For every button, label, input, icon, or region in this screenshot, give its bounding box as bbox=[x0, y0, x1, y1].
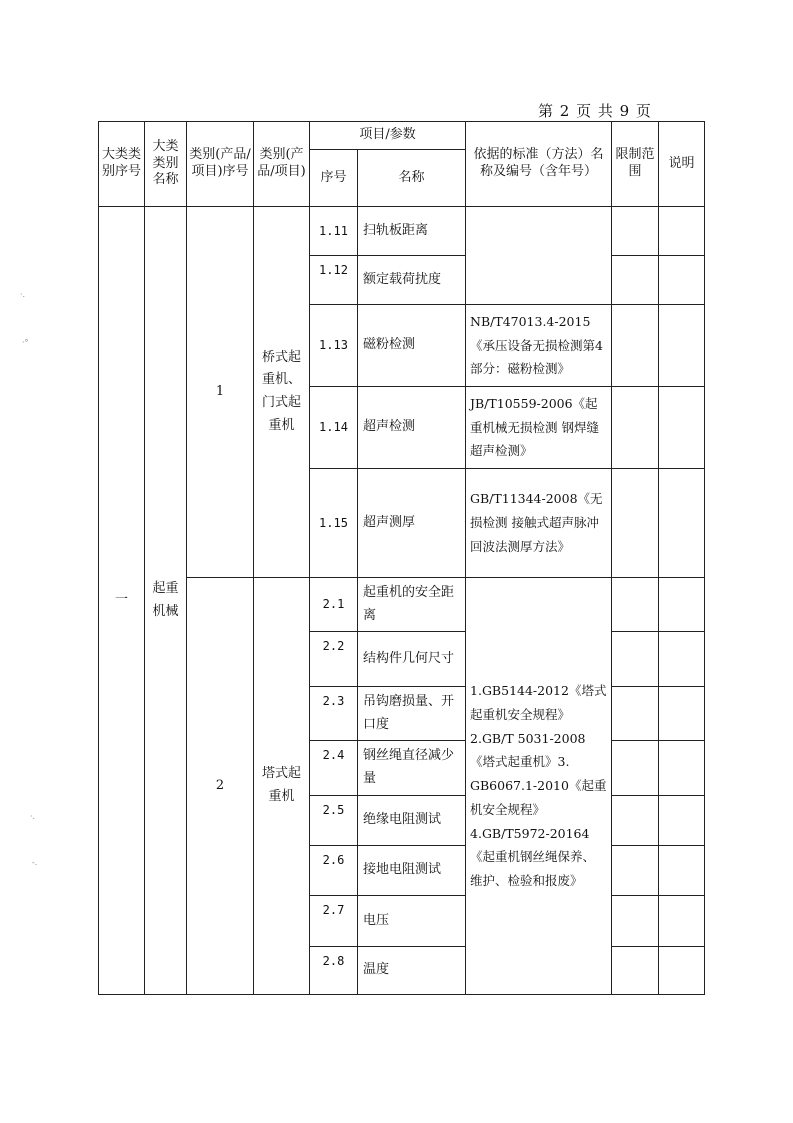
note-cell bbox=[659, 796, 705, 846]
item-standard: GB/T11344-2008《无损检测 接触式超声脉冲回波法测厚方法》 bbox=[466, 469, 612, 578]
scan-speck: ·. bbox=[20, 290, 26, 299]
header-seq: 序号 bbox=[310, 150, 358, 207]
header-note: 说明 bbox=[659, 122, 705, 207]
scan-speck: ·° bbox=[22, 338, 29, 347]
limit-cell bbox=[612, 687, 659, 741]
header-item-param: 项目/参数 bbox=[310, 122, 466, 150]
limit-cell bbox=[612, 207, 659, 256]
item-name: 接地电阻测试 bbox=[358, 846, 466, 896]
table-row bbox=[99, 578, 705, 632]
limit-cell bbox=[612, 305, 659, 387]
note-cell bbox=[659, 469, 705, 578]
item-seq: 2.5 bbox=[310, 796, 358, 846]
note-cell bbox=[659, 741, 705, 796]
group2-name: 塔式起重机 bbox=[254, 578, 310, 995]
header-sub-no: 类别(产品/项目)序号 bbox=[187, 122, 254, 207]
limit-cell bbox=[612, 846, 659, 896]
scan-speck: ·. bbox=[30, 812, 36, 821]
note-cell bbox=[659, 947, 705, 995]
header-row bbox=[99, 122, 705, 150]
group2-no: 2 bbox=[187, 578, 254, 995]
item-name: 额定载荷扰度 bbox=[358, 256, 466, 305]
limit-cell bbox=[612, 256, 659, 305]
group1-no: 1 bbox=[187, 207, 254, 578]
item-standard: JB/T10559-2006《起重机械无损检测 钢焊缝超声检测》 bbox=[466, 387, 612, 469]
scan-speck: -. bbox=[32, 858, 38, 867]
item-name: 结构件几何尺寸 bbox=[358, 632, 466, 687]
page-number: 第 2 页 共 9 页 bbox=[538, 102, 652, 120]
item-name: 绝缘电阻测试 bbox=[358, 796, 466, 846]
note-cell bbox=[659, 846, 705, 896]
category-name: 起重机械 bbox=[145, 207, 187, 995]
limit-cell bbox=[612, 469, 659, 578]
item-name: 扫轨板距离 bbox=[358, 207, 466, 256]
item-seq: 2.8 bbox=[310, 947, 358, 995]
header-cat-no: 大类类别序号 bbox=[99, 122, 145, 207]
note-cell bbox=[659, 578, 705, 632]
item-name: 超声检测 bbox=[358, 387, 466, 469]
note-cell bbox=[659, 305, 705, 387]
item-seq: 1.11 bbox=[310, 207, 358, 256]
table-row bbox=[99, 207, 705, 256]
item-name: 钢丝绳直径减少量 bbox=[358, 741, 466, 796]
header-standard: 依据的标准（方法）名称及编号（含年号） bbox=[466, 122, 612, 207]
item-name: 起重机的安全距离 bbox=[358, 578, 466, 632]
group1-name: 桥式起重机、门式起重机 bbox=[254, 207, 310, 578]
item-seq: 1.13 bbox=[310, 305, 358, 387]
item-seq: 2.1 bbox=[310, 578, 358, 632]
note-cell bbox=[659, 632, 705, 687]
item-name: 电压 bbox=[358, 896, 466, 947]
item-seq: 2.7 bbox=[310, 896, 358, 947]
item-seq: 1.12 bbox=[310, 256, 358, 305]
limit-cell bbox=[612, 387, 659, 469]
limit-cell bbox=[612, 632, 659, 687]
limit-cell bbox=[612, 896, 659, 947]
item-seq: 2.3 bbox=[310, 687, 358, 741]
limit-cell bbox=[612, 796, 659, 846]
item-name: 吊钩磨损量、开口度 bbox=[358, 687, 466, 741]
note-cell bbox=[659, 256, 705, 305]
item-seq: 2.4 bbox=[310, 741, 358, 796]
group2-standard: 1.GB5144-2012《塔式起重机安全规程》2.GB/T 5031-2008《塔式起重机》3. GB6067.1-2010《起重机安全规程》4.GB/T5972-20164《起重机钢丝绳保养、维护、检验和报废》 bbox=[466, 578, 612, 995]
item-name: 温度 bbox=[358, 947, 466, 995]
item-seq: 1.14 bbox=[310, 387, 358, 469]
header-limit: 限制范围 bbox=[612, 122, 659, 207]
limit-cell bbox=[612, 947, 659, 995]
note-cell bbox=[659, 387, 705, 469]
limit-cell bbox=[612, 741, 659, 796]
item-name: 超声测厚 bbox=[358, 469, 466, 578]
scope-table bbox=[98, 121, 705, 995]
item-name: 磁粉检测 bbox=[358, 305, 466, 387]
header-name: 名称 bbox=[358, 150, 466, 207]
item-seq: 2.6 bbox=[310, 846, 358, 896]
header-cat-name: 大类类别名称 bbox=[145, 122, 187, 207]
note-cell bbox=[659, 207, 705, 256]
item-seq: 1.15 bbox=[310, 469, 358, 578]
item-seq: 2.2 bbox=[310, 632, 358, 687]
note-cell bbox=[659, 896, 705, 947]
category-no: 一 bbox=[99, 207, 145, 995]
note-cell bbox=[659, 687, 705, 741]
limit-cell bbox=[612, 578, 659, 632]
item-standard: NB/T47013.4-2015《承压设备无损检测第4部分：磁粉检测》 bbox=[466, 305, 612, 387]
standard-empty bbox=[466, 207, 612, 305]
header-sub-name: 类别(产品/项目) bbox=[254, 122, 310, 207]
